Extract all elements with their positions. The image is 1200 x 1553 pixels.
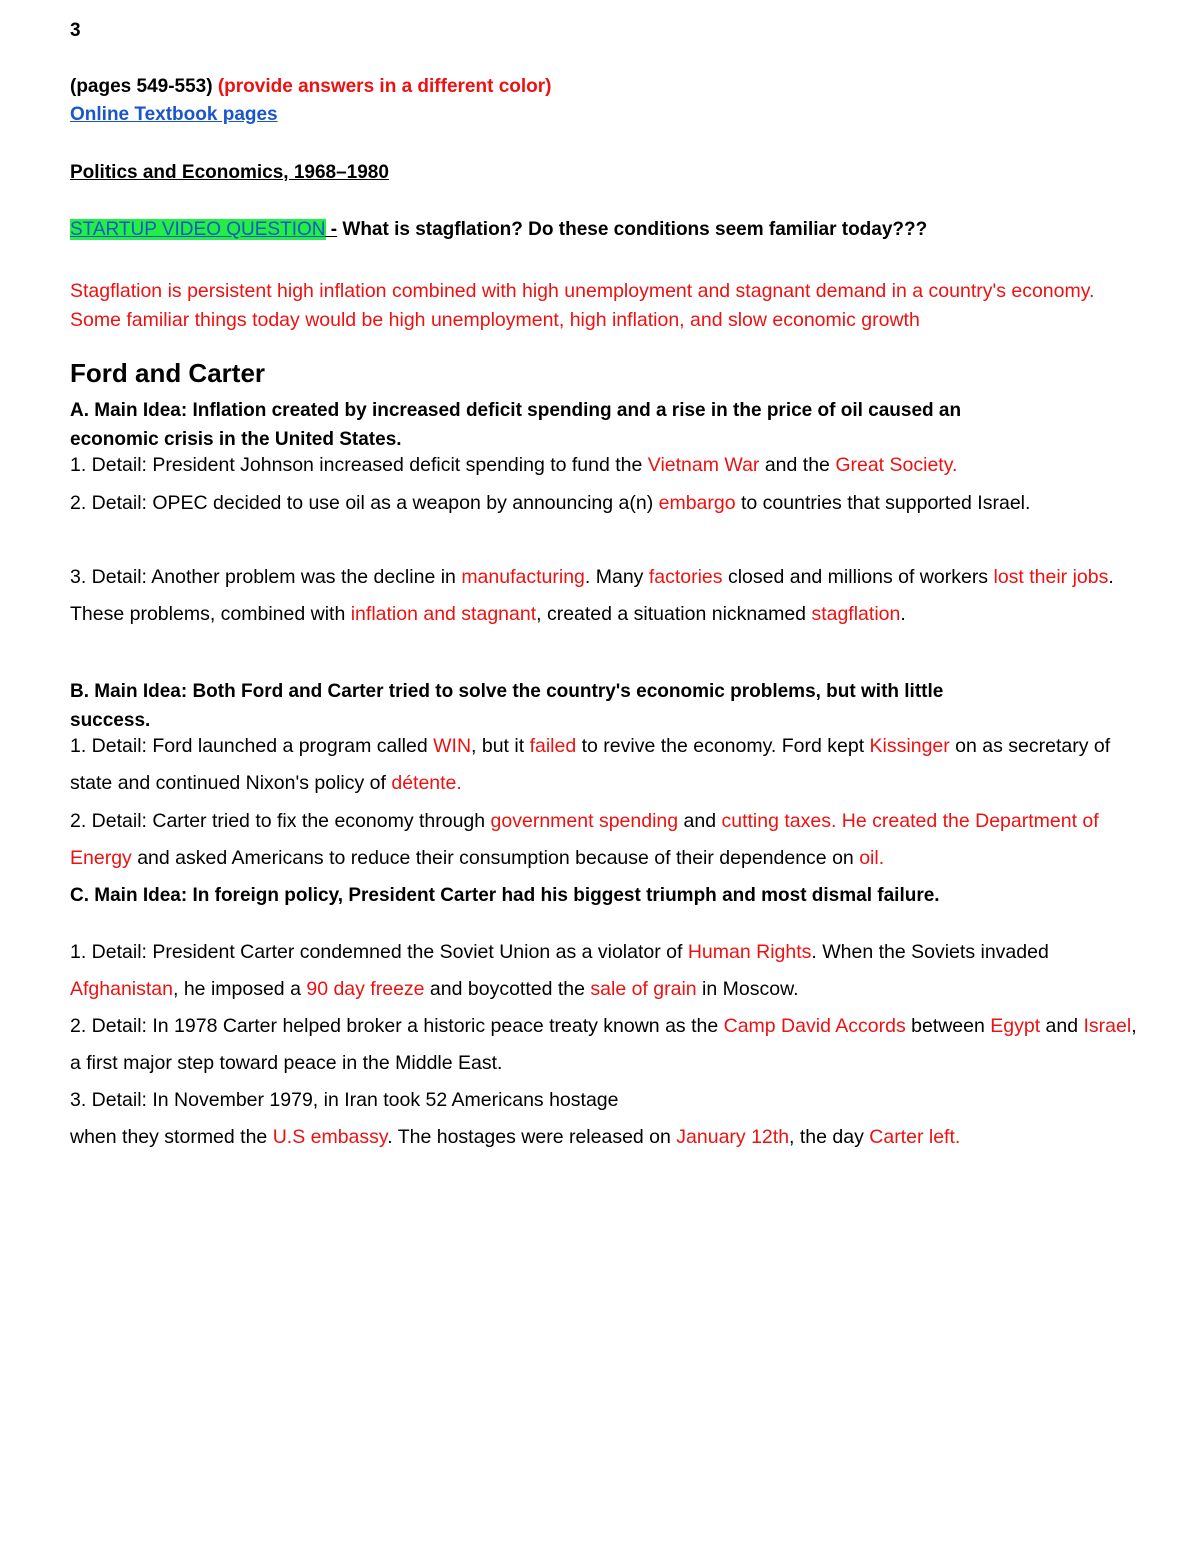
- answer-color-instruction: (provide answers in a different color): [217, 76, 552, 97]
- detail-answer: manufacturing: [461, 566, 585, 588]
- detail-text: . He created the: [830, 810, 976, 832]
- detail-text: 1. Detail: Ford launched a program called: [70, 735, 434, 757]
- detail-answer: Vietnam War: [647, 454, 760, 476]
- detail-text: , a first major step toward peace in the Middle East.: [70, 1015, 1137, 1074]
- detail-text: between: [905, 1015, 991, 1037]
- detail-answer: Israel: [1083, 1015, 1132, 1037]
- detail-answer: government spending: [490, 810, 679, 832]
- startup-question-line: [70, 219, 927, 241]
- detail-text: to revive the economy. Ford kept: [576, 735, 870, 757]
- detail-text: , the day: [789, 1126, 870, 1148]
- detail-text: . These problems, combined with: [70, 566, 1114, 625]
- pages-reference-line: [70, 76, 551, 98]
- detail-text: and boycotted the: [424, 978, 591, 1000]
- detail-c2: [70, 1008, 1140, 1082]
- detail-answer: Egypt: [990, 1015, 1041, 1037]
- detail-b1: [70, 728, 1140, 802]
- detail-answer: January 12th: [676, 1126, 790, 1148]
- detail-answer: factories: [648, 566, 723, 588]
- main-idea-c: C. Main Idea: In foreign policy, President Carter had his biggest triumph and most dismal failure.: [70, 885, 940, 906]
- detail-answer: Kissinger: [869, 735, 950, 757]
- detail-a3: [70, 559, 1140, 633]
- detail-answer: lost their jobs: [993, 566, 1109, 588]
- detail-answer: inflation and stagnant: [350, 603, 537, 625]
- section-heading: Ford and Carter: [70, 358, 266, 388]
- startup-answer: Stagflation is persistent high inflation combined with high unemployment and stagnant demand in a country's economy. Some familiar things today would be high unemployment, high inflation, and slow economic growth: [70, 280, 1095, 331]
- section-title: Politics and Economics, 1968–1980: [70, 162, 389, 183]
- detail-answer: Great Society: [835, 454, 953, 476]
- detail-text: 2. Detail: Carter tried to fix the economy through: [70, 810, 491, 832]
- detail-text: closed and millions of workers: [722, 566, 994, 588]
- detail-a2: [70, 485, 1140, 522]
- detail-text: , created a situation nicknamed: [536, 603, 812, 625]
- detail-text: . Many: [584, 566, 649, 588]
- detail-answer: stagflation: [811, 603, 901, 625]
- detail-answer: failed: [529, 735, 577, 757]
- detail-text: . The hostages were released on: [387, 1126, 677, 1148]
- detail-text: .: [900, 603, 906, 625]
- detail-c3: [70, 1082, 1140, 1156]
- page-number: 3: [70, 20, 81, 41]
- detail-text: when they stormed the: [70, 1126, 273, 1148]
- online-textbook-link[interactable]: Online Textbook pages: [70, 104, 278, 125]
- pages-range: (pages 549-553): [70, 76, 213, 97]
- detail-b2: [70, 803, 1140, 877]
- detail-text: 1. Detail: President Johnson increased deficit spending to fund the: [70, 454, 648, 476]
- detail-text: 1. Detail: President Carter condemned the Soviet Union as a violator of: [70, 941, 688, 963]
- detail-answer: Afghanistan: [70, 978, 173, 1000]
- detail-answer: 90 day freeze: [306, 978, 425, 1000]
- main-idea-b: B. Main Idea: Both Ford and Carter tried to solve the country's economic problems, but with little success.: [70, 681, 944, 731]
- main-idea-a: A. Main Idea: Inflation created by increased deficit spending and a rise in the price of oil caused an economic crisis in the United States.: [70, 400, 962, 450]
- detail-text: to countries that supported Israel.: [735, 492, 1031, 514]
- detail-text: and the: [759, 454, 836, 476]
- detail-a1: [70, 447, 1140, 484]
- detail-text: 3. Detail: Another problem was the decline in: [70, 566, 462, 588]
- detail-answer: détente: [391, 772, 457, 794]
- detail-answer: WIN: [433, 735, 472, 757]
- detail-answer: Human Rights: [687, 941, 812, 963]
- startup-video-question-link[interactable]: STARTUP VIDEO QUESTION: [70, 219, 326, 240]
- detail-text: on as secretary of state and continued Nixon's policy of: [70, 735, 1111, 794]
- detail-text: .: [954, 1126, 961, 1148]
- detail-answer: oil: [859, 847, 879, 869]
- detail-text: .: [456, 772, 462, 794]
- startup-question: What is stagflation? Do these conditions seem familiar today???: [337, 219, 928, 240]
- detail-text: and: [1040, 1015, 1084, 1037]
- detail-text: .: [878, 847, 885, 869]
- detail-answer: Carter left: [869, 1126, 955, 1148]
- detail-answer: sale of grain: [590, 978, 697, 1000]
- detail-text: and asked Americans to reduce their consumption because of their dependence on: [131, 847, 860, 869]
- detail-text: .: [952, 454, 958, 476]
- detail-text: . When the Soviets invaded: [811, 941, 1049, 963]
- detail-c1: [70, 934, 1140, 1008]
- detail-text: 3. Detail: In November 1979, in Iran took 52 Americans hostage: [70, 1089, 619, 1111]
- detail-text: 2. Detail: In 1978 Carter helped broker a historic peace treaty known as the: [70, 1015, 724, 1037]
- detail-text: in Moscow.: [696, 978, 799, 1000]
- detail-answer: Camp David Accords: [723, 1015, 906, 1037]
- detail-answer: Department of Energy: [70, 810, 1099, 869]
- detail-text: , he imposed a: [173, 978, 307, 1000]
- detail-answer: cutting taxes: [721, 810, 831, 832]
- startup-dash: -: [325, 219, 338, 240]
- detail-text: 2. Detail: OPEC decided to use oil as a weapon by announcing a(n): [70, 492, 659, 514]
- detail-text: and: [678, 810, 722, 832]
- detail-answer: U.S embassy: [272, 1126, 388, 1148]
- detail-answer: embargo: [658, 492, 736, 514]
- detail-text: , but it: [471, 735, 530, 757]
